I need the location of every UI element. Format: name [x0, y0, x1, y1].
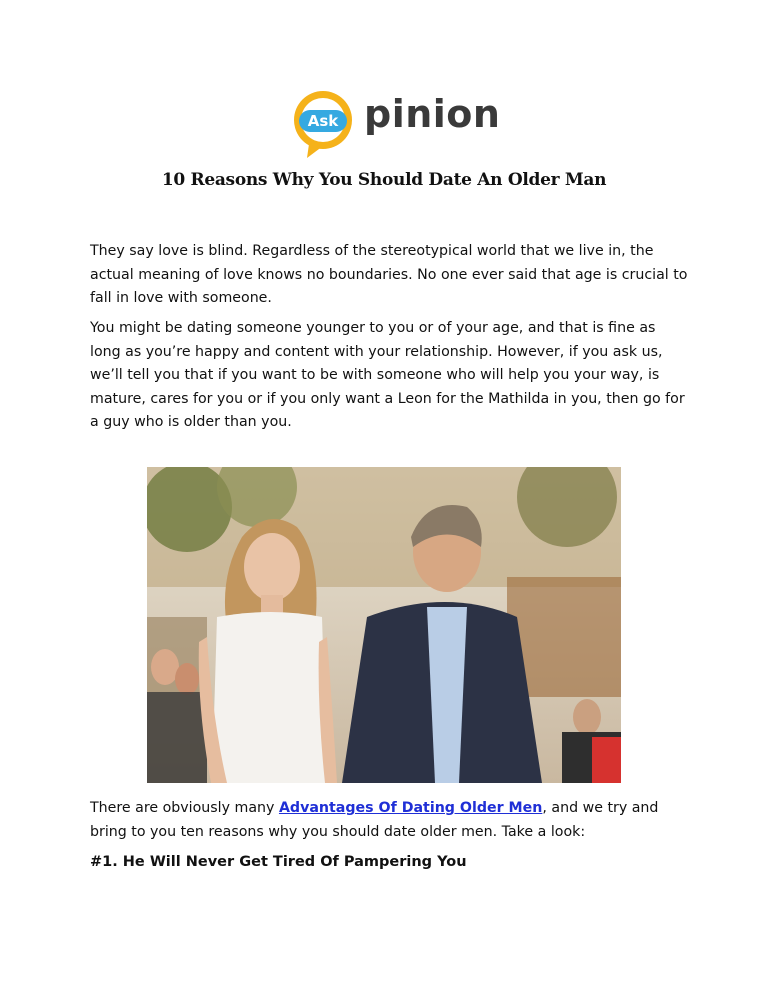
advantages-link[interactable]: Advantages Of Dating Older Men	[278, 800, 543, 816]
intro-paragraph: They say love is blind. Regardless of the stereotypical world that we live in, the actual meaning of love knows no boundaries. No one ever said that age is crucial to fall in love with someone.	[90, 243, 688, 306]
askopinion-logo[interactable]	[287, 86, 501, 160]
advantages-text-after: , and we try and bring to you ten reasons why you should date older men. Take a look:	[90, 800, 659, 840]
logo-badge-text: Ask	[307, 112, 339, 130]
second-paragraph: You might be dating someone younger to you or of your age, and that is fine as long as you’re happy and content with your relationship. However, if you ask us, we’ll tell you that if you want to be with someone who will help you your way, is mature, cares for you or if you only want a Leon for the Mathilda in you, then go for a guy who is older than you.	[90, 320, 685, 430]
logo-bubble-icon	[287, 86, 367, 160]
article-title: 10 Reasons Why You Should Date An Older Man	[161, 170, 607, 190]
couple-photo	[147, 467, 621, 783]
advantages-paragraph	[90, 797, 690, 844]
advantages-text-before: There are obviously many	[90, 800, 279, 816]
reason-1-heading: #1. He Will Never Get Tired Of Pampering You	[90, 854, 467, 870]
logo-wordmark: pinion	[364, 92, 501, 136]
